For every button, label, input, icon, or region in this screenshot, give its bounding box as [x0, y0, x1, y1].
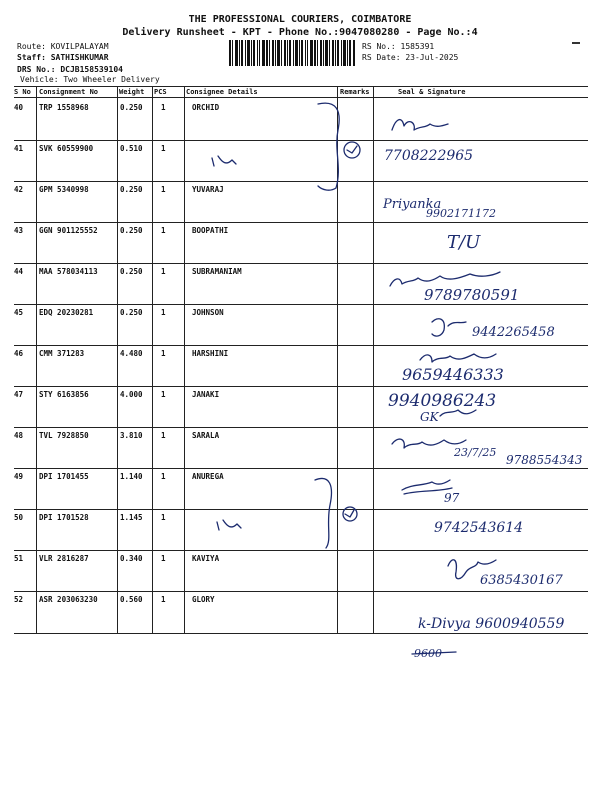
phone-40: 7708222965 — [384, 148, 474, 164]
mark-49: 97 — [444, 491, 460, 505]
corner-mark — [572, 42, 580, 44]
date-48: 23/7/25 — [454, 446, 497, 459]
col-header-remarks: Remarks — [340, 88, 370, 96]
staff-label: Staff: SATHISHKUMAR — [17, 53, 109, 62]
col-header-pcs: PCS — [154, 88, 167, 96]
signature-49 — [402, 480, 452, 494]
remarks-circle-top — [344, 142, 360, 158]
consignee-scribble-50 — [217, 520, 241, 530]
col-header-consignee: Consignee Details — [186, 88, 258, 96]
col-header-consignment: Consignment No — [39, 88, 99, 96]
remarks-bracket-tail — [318, 186, 336, 190]
signature-44 — [390, 272, 500, 286]
mark-52: 9600 — [414, 647, 442, 660]
col-header-weight: Weight — [119, 88, 145, 96]
mark-43: T/U — [447, 232, 481, 253]
signature-47 — [440, 410, 476, 416]
vehicle-label: Vehicle: Two Wheeler Delivery — [20, 75, 160, 84]
remarks-bracket-top — [318, 103, 339, 188]
runsheet-subtitle: Delivery Runsheet - KPT - Phone No.:9047080280 - Page No.:4 — [122, 27, 478, 38]
phone-48: 9788554343 — [506, 453, 583, 467]
signature-45 — [432, 319, 466, 336]
strike-52 — [412, 652, 456, 654]
phone-42: 9902171172 — [426, 207, 496, 220]
phone-45: 9442265458 — [472, 325, 555, 340]
rs-date: RS Date: 23-Jul-2025 — [362, 53, 459, 62]
initials-47: GK — [420, 410, 439, 424]
signature-48 — [392, 439, 466, 448]
col-header-sno: S No — [14, 88, 31, 96]
consignee-scribble-41 — [212, 156, 236, 166]
phone-50: 9742543614 — [434, 520, 524, 536]
name-phone-52: k-Divya 9600940559 — [418, 616, 565, 632]
drs-label: DRS No.: DCJB158539104 — [17, 65, 123, 74]
signature-51 — [448, 560, 496, 579]
phone-44: 9789780591 — [424, 286, 520, 304]
phone-51: 6385430167 — [480, 573, 563, 588]
phone-47: 9940986243 — [388, 391, 497, 411]
signature-46 — [420, 354, 496, 362]
signature-40 — [392, 120, 448, 130]
remarks-mark-top — [347, 146, 357, 153]
barcode — [229, 40, 355, 66]
runsheet-title: THE PROFESSIONAL COURIERS, COIMBATORE — [188, 14, 412, 25]
rs-number: RS No.: 1585391 — [362, 42, 435, 51]
remarks-bracket-bottom — [315, 478, 331, 548]
col-header-seal: Seal & Signature — [398, 88, 466, 96]
name-42: Priyanka — [383, 197, 442, 212]
route-label: Route: KOVILPALAYAM — [17, 42, 109, 51]
phone-46: 9659446333 — [402, 365, 504, 384]
remarks-mark-bottom — [345, 510, 354, 517]
